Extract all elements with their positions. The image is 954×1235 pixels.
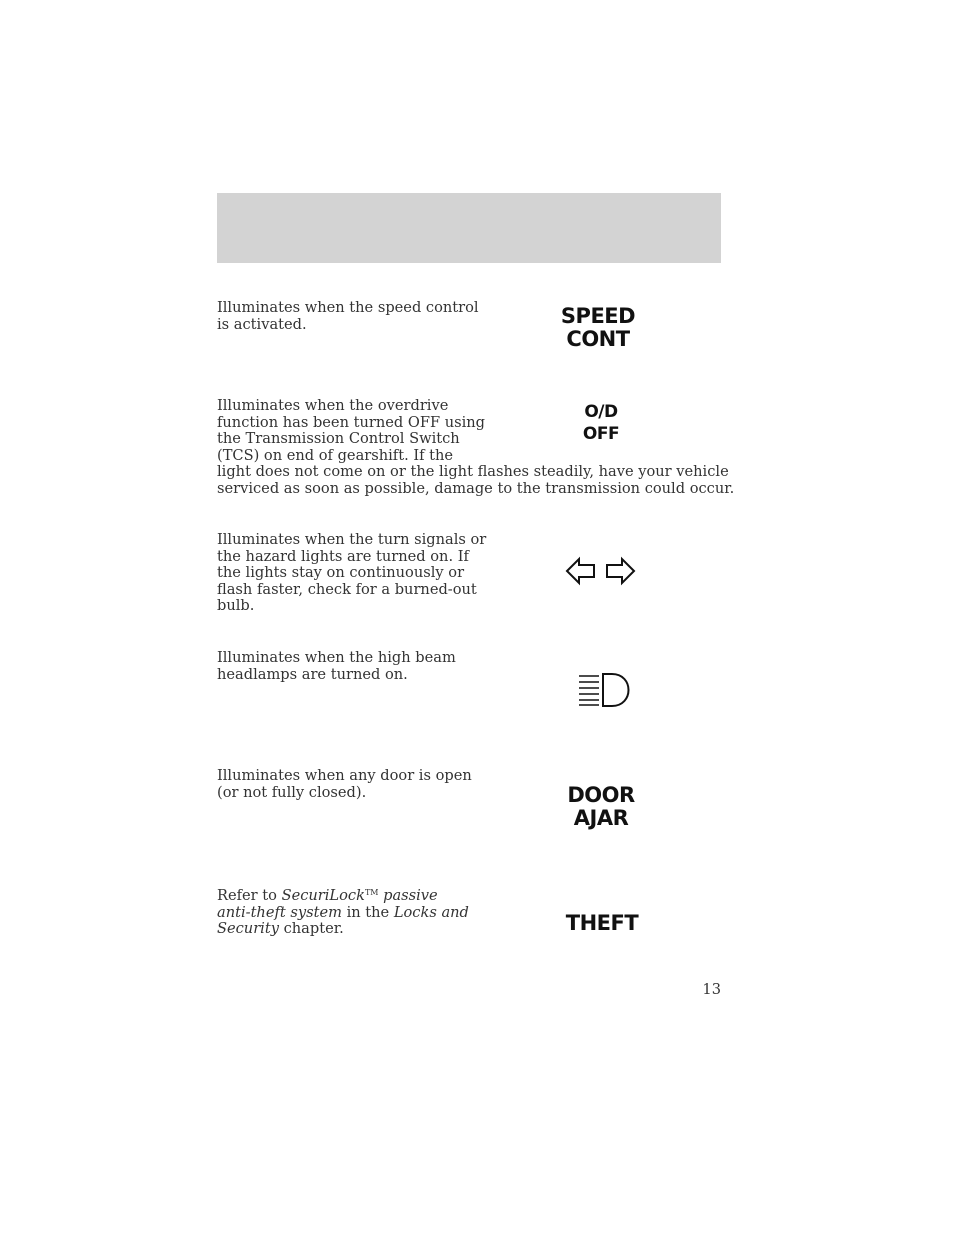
lamp-label: AJAR bbox=[573, 806, 629, 830]
page-number: 13 bbox=[702, 981, 721, 998]
turn-signal-arrows-icon bbox=[565, 555, 637, 587]
chapter-ref-text: Security bbox=[217, 920, 279, 937]
securilock-link-text: SecuriLock bbox=[281, 887, 365, 904]
door-ajar-description bbox=[217, 768, 472, 801]
chapter-ref-text: Locks and bbox=[393, 903, 469, 921]
desc-line: Illuminates when the high beam bbox=[217, 649, 456, 666]
desc-line: serviced as soon as possible, damage to the transmission could occur. bbox=[217, 479, 735, 497]
desc-line bbox=[217, 921, 469, 938]
trademark-mark: TM bbox=[364, 888, 379, 897]
desc-line bbox=[217, 885, 469, 905]
turn-signal-description bbox=[217, 532, 486, 615]
text-run: passive bbox=[378, 887, 438, 904]
high-beam-description bbox=[217, 650, 456, 683]
theft-indicator bbox=[552, 912, 652, 935]
desc-line: (or not fully closed). bbox=[217, 783, 367, 801]
lamp-label: O/D bbox=[584, 402, 618, 422]
desc-line: Illuminates when the overdrive bbox=[217, 397, 449, 414]
text-run: chapter. bbox=[278, 920, 344, 937]
text-run: Refer to bbox=[217, 887, 282, 904]
desc-line: function has been turned OFF using bbox=[217, 413, 486, 431]
desc-line: the Transmission Control Switch bbox=[217, 430, 460, 447]
door-ajar-indicator bbox=[551, 784, 651, 830]
lamp-label: CONT bbox=[566, 327, 630, 351]
overdrive-off-description bbox=[217, 398, 734, 497]
theft-description bbox=[217, 885, 469, 938]
lamp-label: OFF bbox=[582, 424, 620, 444]
text-run: in the bbox=[341, 903, 394, 921]
desc-line: Illuminates when the turn signals or bbox=[217, 531, 487, 548]
desc-line bbox=[217, 905, 469, 922]
desc-line: bulb. bbox=[217, 597, 255, 614]
speed-cont-indicator bbox=[548, 305, 648, 351]
high-beam-icon bbox=[576, 672, 632, 708]
desc-line: headlamps are turned on. bbox=[217, 665, 408, 683]
lamp-label: THEFT bbox=[565, 911, 639, 935]
section-header-band bbox=[217, 193, 721, 263]
od-off-indicator bbox=[561, 401, 641, 445]
desc-line: Illuminates when any door is open bbox=[217, 767, 472, 784]
speed-control-description bbox=[217, 300, 479, 333]
desc-line: flash faster, check for a burned-out bbox=[217, 580, 477, 598]
desc-line: the lights stay on continuously or bbox=[217, 564, 465, 581]
text-run: anti-theft system bbox=[217, 903, 342, 921]
desc-line: (TCS) on end of gearshift. If the bbox=[217, 446, 454, 464]
desc-line: light does not come on or the light flashes steadily, have your vehicle bbox=[217, 463, 729, 480]
desc-line: is activated. bbox=[217, 315, 307, 333]
lamp-label: SPEED bbox=[560, 304, 636, 328]
desc-line: Illuminates when the speed control bbox=[217, 299, 479, 316]
lamp-label: DOOR bbox=[567, 783, 635, 807]
desc-line: the hazard lights are turned on. If bbox=[217, 547, 469, 565]
